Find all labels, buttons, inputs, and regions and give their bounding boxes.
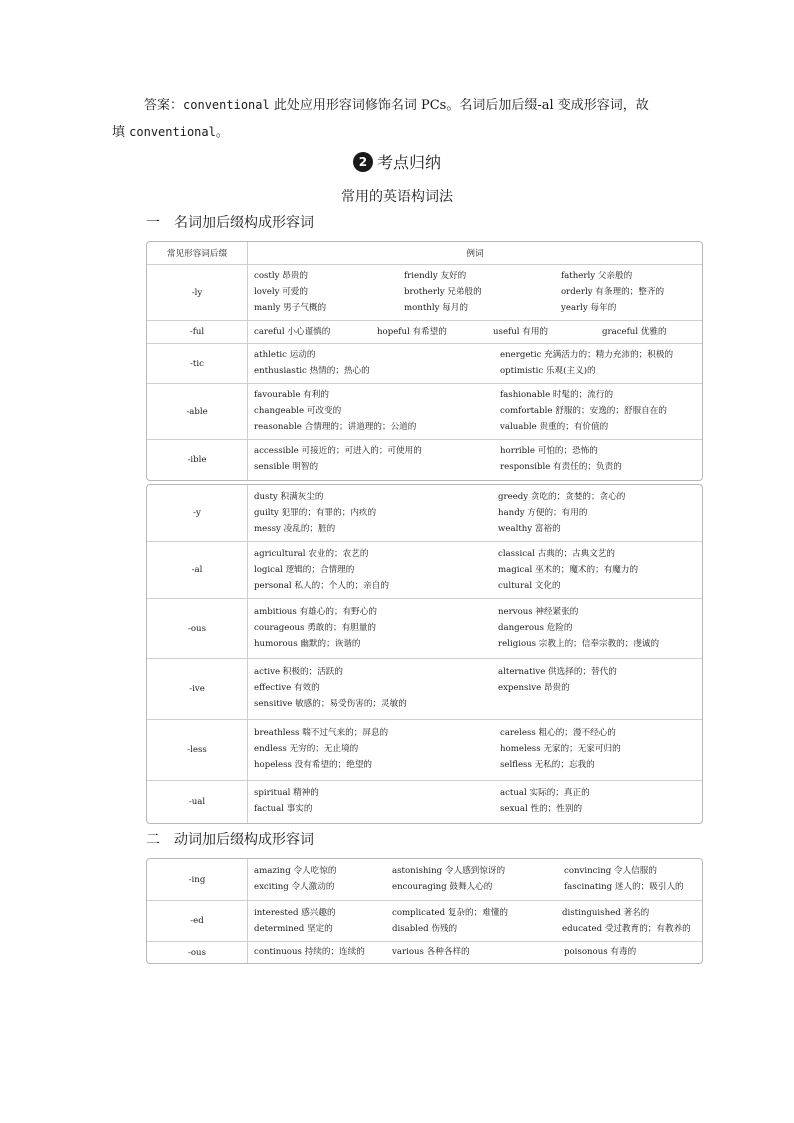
example-word: distinguished 著名的	[562, 908, 650, 918]
example-word: costly 昂贵的	[254, 271, 308, 281]
example-word: dusty 积满灰尘的	[254, 492, 324, 502]
suffix-cell: -al	[147, 541, 248, 598]
example-word: friendly 友好的	[404, 271, 467, 281]
example-word: nervous 神经紧张的	[498, 607, 579, 617]
example-word: disabled 伤残的	[392, 924, 458, 934]
example-word: humorous 幽默的；诙谐的	[254, 639, 361, 649]
suffix-cell: -ible	[147, 439, 248, 480]
example-word: messy 凌乱的；脏的	[254, 524, 336, 534]
example-word: sensitive 敏感的；易受伤害的；灵敏的	[254, 699, 407, 709]
table-row	[147, 343, 702, 383]
header-suffix: 常见形容词后缀	[147, 242, 248, 264]
table-row	[147, 859, 702, 900]
table-row	[147, 264, 702, 320]
example-word: yearly 每年的	[561, 303, 617, 313]
header-examples: 例词	[466, 249, 484, 259]
part-one-heading	[146, 212, 314, 232]
section-heading	[0, 150, 794, 173]
example-word: responsible 有责任的；负责的	[500, 462, 622, 472]
part-two-heading	[146, 829, 314, 849]
table-row	[147, 941, 702, 963]
example-word: homeless 无家的；无家可归的	[500, 744, 621, 754]
example-word: continuous 持续的；连续的	[254, 947, 365, 957]
table-row	[147, 900, 702, 941]
table-row	[147, 780, 702, 823]
example-word: exciting 令人激动的	[254, 882, 335, 892]
suffix-cell: -ed	[147, 900, 248, 941]
example-word: ambitious 有雄心的；有野心的	[254, 607, 377, 617]
example-word: enthusiastic 热情的；热心的	[254, 366, 370, 376]
example-word: religious 宗教上的；信奉宗教的；虔诚的	[498, 639, 660, 649]
suffix-cell: -ly	[147, 264, 248, 320]
example-word: determined 坚定的	[254, 924, 333, 934]
example-word: guilty 犯罪的；有罪的；内疚的	[254, 508, 377, 518]
answer-word-repeat: conventional	[129, 125, 216, 139]
suffix-cell: -ing	[147, 859, 248, 900]
example-word: classical 古典的；古典文艺的	[498, 549, 616, 559]
example-word: reasonable 合情理的；讲道理的；公道的	[254, 422, 417, 432]
example-word: horrible 可怕的；恐怖的	[500, 446, 598, 456]
example-word: alternative 供选择的；替代的	[498, 667, 617, 677]
table-row	[147, 320, 702, 343]
example-word: greedy 贪吃的；贪婪的；贪心的	[498, 492, 626, 502]
example-word: lovely 可爱的	[254, 287, 308, 297]
example-word: complicated 复杂的；难懂的	[392, 908, 508, 918]
example-word: dangerous 危险的	[498, 623, 573, 633]
example-word: sensible 明智的	[254, 462, 319, 472]
example-word: selfless 无私的；忘我的	[500, 760, 595, 770]
example-word: logical 逻辑的；合情理的	[254, 565, 355, 575]
suffix-cell: -ous	[147, 598, 248, 658]
example-word: astonishing 令人感到惊讶的	[392, 866, 506, 876]
example-word: fatherly 父亲般的	[561, 271, 633, 281]
noun-suffix-table-1	[146, 241, 703, 481]
table-row	[147, 658, 702, 719]
example-word: encouraging 鼓舞人心的	[392, 882, 493, 892]
example-word: wealthy 富裕的	[498, 524, 561, 534]
suffix-cell: -y	[147, 485, 248, 541]
answer-paragraph	[112, 92, 712, 146]
section-title: 考点归纳	[376, 153, 441, 172]
answer-label: 答案：	[144, 98, 184, 113]
example-word: effective 有效的	[254, 683, 320, 693]
example-word: monthly 每月的	[404, 303, 468, 313]
example-word: convincing 令人信服的	[564, 866, 657, 876]
part-one-number: 一	[146, 215, 160, 231]
example-word: comfortable 舒服的；安逸的；舒服自在的	[500, 406, 667, 416]
example-word: fashionable 时髦的；流行的	[500, 390, 614, 400]
part-two-title: 动词加后缀构成形容词	[174, 832, 314, 848]
example-word: amazing 令人吃惊的	[254, 866, 337, 876]
example-word: spiritual 精神的	[254, 788, 319, 798]
example-word: useful 有用的	[493, 327, 549, 337]
example-word: courageous 勇敢的；有胆量的	[254, 623, 376, 633]
example-word: changeable 可改变的	[254, 406, 342, 416]
example-word: fascinating 迷人的；吸引人的	[564, 882, 684, 892]
table-header-row	[147, 242, 702, 264]
suffix-cell: -ous	[147, 941, 248, 963]
suffix-cell: -able	[147, 383, 248, 439]
table-row	[147, 719, 702, 780]
example-word: optimistic 乐观(主义)的	[500, 366, 596, 376]
example-word: poisonous 有毒的	[564, 947, 637, 957]
example-word: actual 实际的；真正的	[500, 788, 590, 798]
example-word: graceful 优雅的	[602, 327, 667, 337]
noun-suffix-table-2	[146, 484, 703, 824]
example-word: orderly 有条理的；整齐的	[561, 287, 665, 297]
example-word: personal 私人的；个人的；亲自的	[254, 581, 389, 591]
table-row	[147, 383, 702, 439]
answer-explanation: 此处应用形容词修饰名词 PCs。名词后加后缀-al 变成形容词，故	[269, 98, 649, 113]
answer-end: 。	[215, 125, 229, 140]
verb-suffix-table	[146, 858, 703, 964]
suffix-cell: -less	[147, 719, 248, 780]
example-word: expensive 昂贵的	[498, 683, 570, 693]
example-word: energetic 充满活力的；精力充沛的；积极的	[500, 350, 674, 360]
example-word: athletic 运动的	[254, 350, 316, 360]
part-two-number: 二	[146, 832, 160, 848]
example-word: sexual 性的；性别的	[500, 804, 583, 814]
example-word: agricultural 农业的；农艺的	[254, 549, 369, 559]
suffix-cell: -ive	[147, 658, 248, 719]
example-word: active 积极的；活跃的	[254, 667, 343, 677]
example-word: hopeful 有希望的	[377, 327, 447, 337]
example-word: educated 受过教育的；有教养的	[562, 924, 691, 934]
table-row	[147, 541, 702, 598]
example-word: careful 小心谨慎的	[254, 327, 331, 337]
example-word: endless 无穷的；无止境的	[254, 744, 359, 754]
example-word: manly 男子气概的	[254, 303, 327, 313]
example-word: magical 巫术的；魔术的；有魔力的	[498, 565, 639, 575]
suffix-cell: -tic	[147, 343, 248, 383]
answer-explanation-cont: 填	[112, 125, 130, 140]
example-word: valuable 贵重的；有价值的	[500, 422, 609, 432]
example-word: hopeless 没有希望的；绝望的	[254, 760, 373, 770]
example-word: handy 方便的；有用的	[498, 508, 588, 518]
example-word: favourable 有利的	[254, 390, 329, 400]
example-word: accessible 可接近的；可进入的；可使用的	[254, 446, 422, 456]
table-row	[147, 598, 702, 658]
example-word: factual 事实的	[254, 804, 313, 814]
example-word: interested 感兴趣的	[254, 908, 336, 918]
section-number-badge: 2	[353, 152, 373, 172]
example-word: careless 粗心的；漫不经心的	[500, 728, 616, 738]
example-word: breathless 喘不过气来的；屏息的	[254, 728, 389, 738]
table-row	[147, 485, 702, 541]
table-row	[147, 439, 702, 480]
answer-word: conventional	[183, 98, 270, 112]
suffix-cell: -ual	[147, 780, 248, 823]
part-one-title: 名词加后缀构成形容词	[174, 215, 314, 231]
suffix-cell: -ful	[147, 320, 248, 343]
example-word: cultural 文化的	[498, 581, 561, 591]
example-word: various 各种各样的	[392, 947, 470, 957]
section-subtitle: 常用的英语构词法	[341, 189, 453, 205]
example-word: brotherly 兄弟般的	[404, 287, 482, 297]
